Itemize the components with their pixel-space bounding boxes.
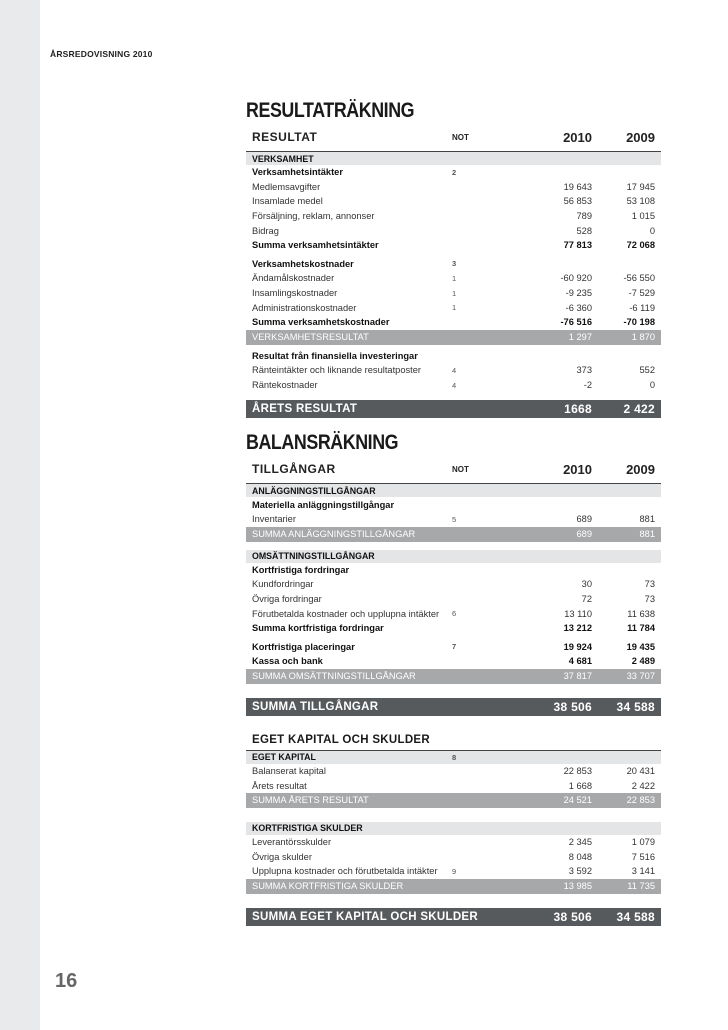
column-label: TILLGÅNGAR [252,462,336,477]
value-2010: 373 [576,365,592,376]
subtotal-row [246,669,661,684]
value-2010: 528 [576,225,592,236]
balance-sheet [246,430,661,925]
table-row [246,271,661,286]
category-row [246,550,661,563]
value-2010: 13 212 [563,623,592,634]
value-2009: 2 422 [631,780,655,791]
row-label: Administrationskostnader [252,302,357,313]
table-row [246,577,661,592]
value-2009: 2 489 [631,656,655,667]
value-2009: 33 707 [626,671,655,682]
value-2010: 19 924 [563,641,592,652]
row-spacer [246,542,661,550]
row-spacer [246,808,661,822]
column-year-2010: 2010 [563,461,592,477]
value-2010: 19 643 [563,181,592,192]
bold-row [246,563,661,578]
value-2009: 11 735 [627,881,655,892]
table-row [246,300,661,315]
row-label: Leverantörsskulder [252,837,332,848]
income-statement-rows [246,152,661,418]
value-2009: 73 [644,579,655,590]
value-2010: -76 516 [560,317,592,328]
row-note: 3 [452,259,457,269]
row-label: Materiella anläggningstillgångar [252,499,395,510]
value-2009: -7 529 [628,288,655,299]
section-subheading: EGET KAPITAL OCH SKULDER [246,730,661,751]
bold-row [246,639,661,654]
value-2009: 1 079 [631,837,655,848]
row-label: Kundfordringar [252,579,314,590]
row-note: 8 [452,752,457,762]
row-label: Kortfristiga fordringar [252,564,350,575]
row-label: Övriga skulder [252,851,312,862]
value-2010: -60 920 [560,273,592,284]
row-label: Försäljning, reklam, annonser [252,211,375,222]
category-row [246,751,661,764]
row-note: 9 [452,866,457,876]
row-label: KORTFRISTIGA SKULDER [252,823,363,834]
bold-row [246,654,661,669]
row-label: Verksamhetsintäkter [252,167,343,178]
row-label: SUMMA OMSÄTTNINGSTILLGÅNGAR [252,671,416,682]
row-note: 1 [452,288,457,298]
row-label: OMSÄTTNINGSTILLGÅNGAR [252,551,375,561]
column-label: RESULTAT [252,130,318,144]
value-2010: 37 817 [563,671,592,682]
row-label: Insamlade medel [252,196,323,207]
row-note: 4 [452,365,457,375]
value-2009: 552 [639,365,655,376]
row-note: 6 [452,609,457,619]
row-spacer [246,684,661,698]
row-note: 1 [452,303,457,313]
row-label: Ändamålskostnader [252,273,335,284]
row-label: SUMMA TILLGÅNGAR [252,700,379,713]
financial-statements [246,98,661,926]
table-row [246,592,661,607]
value-2010: 689 [576,514,592,525]
table-row [246,223,661,238]
value-2009: 53 108 [626,196,655,207]
value-2010: 3 592 [568,866,592,877]
balance-sheet-title: BALANSRÄKNING [246,431,399,455]
bold-row [246,315,661,330]
column-not: NOT [452,132,469,142]
row-label: VERKSAMHET [252,153,314,164]
row-label: SUMMA ÅRETS RESULTAT [252,795,369,806]
row-spacer [246,392,661,400]
row-label: ANLÄGGNINGSTILLGÅNGAR [252,485,376,496]
row-label: Bidrag [252,225,279,236]
value-2009: 11 638 [627,608,655,619]
value-2010: 789 [576,211,592,222]
value-2009: 17 945 [626,181,655,192]
value-2009: 20 431 [626,765,655,776]
table-row [246,835,661,850]
column-year-2009: 2009 [626,129,655,145]
row-spacer [246,716,661,730]
row-label: Övriga fordringar [252,593,322,604]
bold-row [246,165,661,180]
subtotal-row [246,330,661,345]
value-2009: 73 [644,593,655,604]
row-label: EGET KAPITAL [252,752,316,763]
value-2010: 8 048 [568,851,592,862]
subtotal-row [246,527,661,542]
value-2010: 56 853 [563,196,592,207]
bold-row [246,238,661,253]
document-header: ÅRSREDOVISNING 2010 [50,49,153,59]
row-label: Ränteintäkter och liknande resultatposter [252,365,421,376]
column-year-2010: 2010 [563,129,592,145]
balance-sheet-column-header [246,455,661,484]
row-note: 2 [452,167,457,177]
total-row [246,908,661,926]
value-2009: 2 422 [623,402,655,417]
column-year-2009: 2009 [626,461,655,477]
total-row [246,400,661,418]
value-2010: -6 360 [565,302,592,313]
row-label: Kortfristiga placeringar [252,641,355,652]
table-row [246,194,661,209]
value-2010: 22 853 [563,765,592,776]
table-row [246,849,661,864]
table-row [246,180,661,195]
row-label: Summa verksamhetskostnader [252,317,390,328]
value-2010: 1668 [564,402,592,417]
row-label: Inventarier [252,514,296,525]
value-2010: 24 521 [563,795,592,806]
column-not: NOT [452,464,469,474]
subtotal-row [246,879,661,894]
value-2010: 1 668 [568,780,592,791]
value-2009: 34 588 [616,699,655,714]
row-label: SUMMA ANLÄGGNINGSTILLGÅNGAR [252,529,416,539]
value-2009: -56 550 [623,273,655,284]
row-label: SUMMA EGET KAPITAL OCH SKULDER [252,910,479,923]
value-2010: 30 [581,579,592,590]
row-label: Årets resultat [252,780,307,791]
row-note: 5 [452,514,457,524]
row-label: Verksamhetskostnader [252,258,354,269]
table-row [246,286,661,301]
value-2009: 22 853 [626,795,655,806]
category-row [246,152,661,165]
value-2010: 4 681 [568,656,592,667]
row-label: Summa kortfristiga fordringar [252,623,384,634]
category-row [246,822,661,835]
row-label: Medlemsavgifter [252,181,321,192]
table-row [246,209,661,224]
page-number: 16 [55,970,78,992]
value-2009: 1 870 [631,332,655,343]
table-row [246,378,661,393]
row-label: VERKSAMHETSRESULTAT [252,332,369,343]
value-2010: 689 [576,529,592,539]
value-2010: 1 297 [568,332,592,343]
income-statement [246,98,661,418]
value-2009: 0 [649,225,655,236]
balance-sheet-rows [246,484,661,925]
value-2009: 881 [639,514,655,525]
subtotal-row [246,793,661,808]
income-statement-title: RESULTATRÄKNING [246,99,415,122]
value-2009: 11 784 [627,623,655,634]
value-2009: 34 588 [616,909,655,924]
row-label: Räntekostnader [252,380,318,391]
row-label: Balanserat kapital [252,765,326,776]
table-row [246,606,661,621]
table-row [246,778,661,793]
value-2009: -6 119 [629,302,655,313]
table-row [246,764,661,779]
value-2009: 7 516 [631,851,655,862]
bold-row [246,621,661,636]
table-row [246,512,661,527]
value-2009: 881 [639,529,655,539]
row-label: SUMMA KORTFRISTIGA SKULDER [252,881,404,892]
value-2009: 0 [649,380,655,391]
value-2010: 38 506 [553,699,592,714]
row-label: ÅRETS RESULTAT [252,403,358,416]
row-note: 7 [452,642,457,652]
value-2009: 72 068 [626,240,655,251]
bold-row [246,497,661,512]
row-label: Insamlingskostnader [252,288,338,299]
value-2010: 38 506 [553,909,592,924]
value-2010: 72 [581,593,592,604]
row-label: Summa verksamhetsintäkter [252,240,379,251]
value-2010: -9 235 [565,288,592,299]
value-2009: -70 198 [623,317,655,328]
value-2009: 3 141 [631,866,655,877]
row-label: Upplupna kostnader och förutbetalda intäkter [252,866,438,877]
value-2010: 2 345 [568,837,592,848]
category-row [246,484,661,497]
bold-row [246,257,661,272]
value-2010: 13 110 [564,608,592,619]
income-statement-column-header [246,123,661,152]
value-2009: 19 435 [626,641,655,652]
value-2010: 13 985 [563,881,592,892]
bold-row [246,349,661,364]
row-note: 1 [452,273,457,283]
row-note: 4 [452,380,457,390]
value-2010: 77 813 [563,240,592,251]
row-spacer [246,894,661,908]
table-row [246,864,661,879]
table-row [246,363,661,378]
row-label: Kassa och bank [252,656,323,667]
total-row [246,698,661,716]
value-2009: 1 015 [631,211,655,222]
page-side-strip [0,0,40,1030]
value-2010: -2 [583,380,592,391]
row-label: Resultat från finansiella investeringar [252,350,418,361]
row-label: Förutbetalda kostnader och upplupna intäkter [252,608,440,619]
